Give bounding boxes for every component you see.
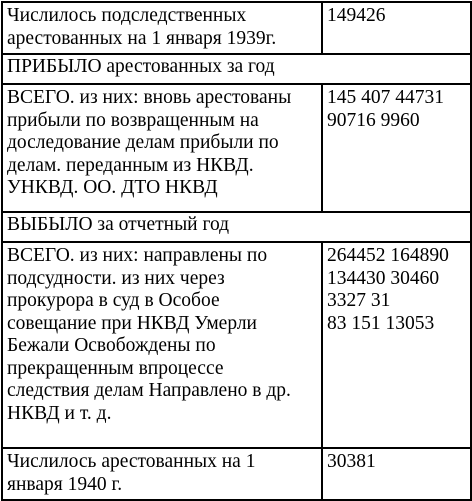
section-heading-arrived: ПРИБЫЛО арестованных за год: [2, 54, 471, 84]
row-value: 145 407 44731 90716 9960: [322, 84, 471, 212]
row-label: ВСЕГО. из них: направлены по подсудности. из них через прокурора в суд в Особое совещание при НКВД Умерли Бежали Освобождены по прекращенным впроцессе следствия делам Направлено в др. НКВД и т. д.: [2, 242, 322, 448]
row-label: Числилось подследственных арестованных на 1 января 1939г.: [2, 2, 322, 54]
table-row-arrived-breakdown: [2, 84, 471, 212]
table-row-departed-breakdown: [2, 242, 471, 448]
table-row-closing-balance: [2, 448, 471, 500]
table-row-opening-balance: [2, 2, 471, 54]
row-label: ВСЕГО. из них: вновь арестованы прибыли по возвращенным на доследование делам прибыли по делам. переданным из НКВД. УНКВД. ОО. ДТО НКВД: [2, 84, 322, 212]
row-value: 30381: [322, 448, 471, 500]
row-value: 264452 164890 134430 30460 3327 31 83 151 13053: [322, 242, 471, 448]
table-row-section-departed: [2, 212, 471, 242]
row-label: Числилось арестованных на 1 января 1940 г.: [2, 448, 322, 500]
row-value: 149426: [322, 2, 471, 54]
arrest-statistics-table: [1, 1, 472, 501]
section-heading-departed: ВЫБЫЛО за отчетный год: [2, 212, 471, 242]
table-row-section-arrived: [2, 54, 471, 84]
